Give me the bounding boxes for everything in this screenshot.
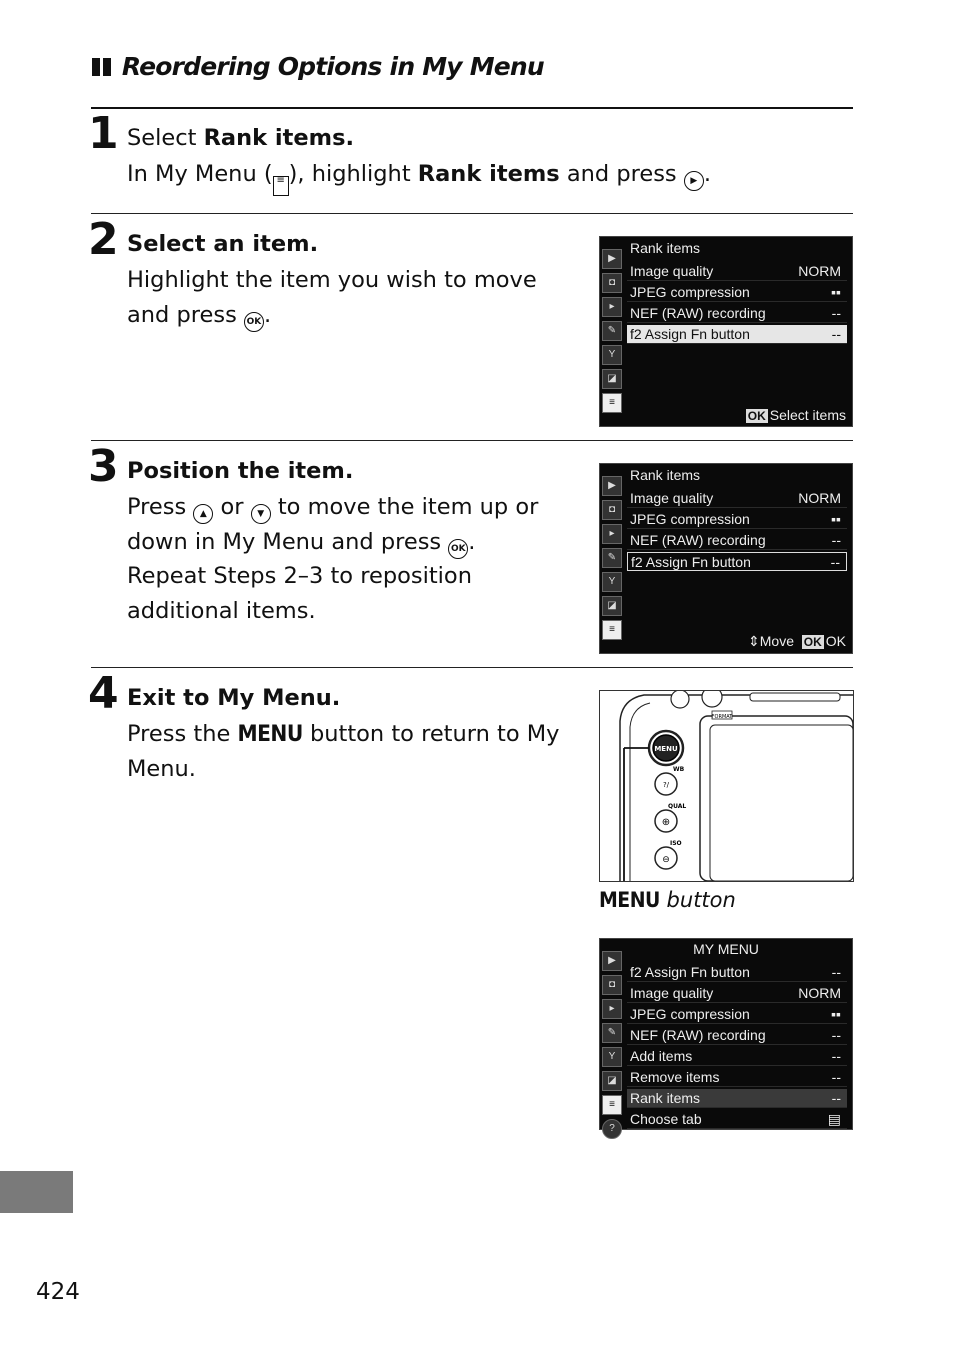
screen-footer: OK Select items: [747, 407, 846, 423]
updown-icon: ⇕: [748, 633, 760, 649]
list-item: NEF (RAW) recording --: [627, 531, 847, 550]
retouch-tab-icon: ◪: [602, 596, 622, 616]
custom-settings-tab-icon: ✎: [602, 321, 622, 341]
setup-tab-icon: Y: [602, 345, 622, 365]
ok-icon: OK: [747, 409, 766, 423]
my-menu-tab-icon: ≡: [602, 1095, 622, 1115]
rank-items-screen-move: [599, 463, 853, 654]
my-menu-screen: [599, 938, 853, 1134]
list-item: Image quality NORM: [627, 262, 847, 281]
multi-selector-down-icon: ▼: [251, 504, 271, 524]
list-item-highlighted: Rank items --: [627, 1089, 847, 1108]
menu-button-caption: MENU button: [599, 888, 736, 912]
svg-text:⊖: ⊖: [662, 855, 670, 865]
format-label: FORMAT: [711, 714, 733, 720]
list-item: JPEG compression ▪▪: [627, 283, 847, 302]
title-marker-icon: [92, 58, 100, 76]
step-3-body: Press ▲ or ▼ to move the item up or down in My Menu and press OK . Repeat Steps 2–3 to reposition additional items.: [127, 494, 539, 624]
multi-selector-up-icon: ▲: [193, 504, 213, 524]
my-menu-tab-icon: ≡: [602, 620, 622, 640]
step-4-body: Press the MENU button to return to My Menu.: [127, 721, 560, 782]
list-item: JPEG compression ▪▪: [627, 510, 847, 529]
svg-text:⊕: ⊕: [661, 817, 671, 828]
list-item: NEF (RAW) recording --: [627, 1026, 847, 1045]
chapter-edge-tab: [0, 1171, 73, 1213]
step-2-heading: Select an item.: [127, 231, 319, 257]
step-divider: [91, 440, 853, 441]
menu-tab-sidebar: [602, 951, 622, 1143]
step-divider: [91, 213, 853, 214]
list-item: NEF (RAW) recording --: [627, 304, 847, 323]
camera-tab-icon: ◘: [602, 975, 622, 995]
section-title-text: Reordering Options in My Menu: [121, 52, 544, 81]
ok-icon: OK: [803, 635, 822, 649]
screen-title: Rank items: [630, 240, 701, 256]
svg-text:?/: ?/: [662, 781, 670, 789]
menu-tab-sidebar: [602, 476, 622, 644]
screen-footer: ⇕Move OK OK: [748, 633, 846, 649]
multi-selector-right-icon: ▶: [684, 171, 704, 191]
list-item: JPEG compression ▪▪: [627, 1005, 847, 1024]
my-menu-icon: ≡: [273, 176, 289, 196]
wb-label: WB: [673, 766, 685, 773]
list-item-moving: f2 Assign Fn button --: [627, 552, 847, 571]
camera-tab-icon: ◘: [602, 273, 622, 293]
help-icon: ?: [602, 1119, 622, 1139]
camera-tab-icon: ◘: [602, 500, 622, 520]
list-item-highlighted: f2 Assign Fn button --: [627, 325, 847, 344]
iso-label: ISO: [670, 840, 682, 847]
list-item: Remove items --: [627, 1068, 847, 1087]
step-4-heading: Exit to My Menu.: [127, 685, 341, 711]
playback-tab-icon: ▶: [602, 476, 622, 496]
screen-title: MY MENU: [693, 941, 759, 957]
retouch-tab-icon: ◪: [602, 1071, 622, 1091]
step-1-number: 1: [88, 108, 118, 159]
step-3-heading: Position the item.: [127, 458, 354, 484]
custom-settings-tab-icon: ✎: [602, 548, 622, 568]
movie-tab-icon: ▸: [602, 524, 622, 544]
section-rule: [91, 107, 853, 109]
qual-label: QUAL: [668, 803, 687, 810]
page-number: 424: [36, 1279, 80, 1305]
title-marker-icon: [103, 58, 111, 76]
step-4-number: 4: [88, 668, 118, 719]
retouch-tab-icon: ◪: [602, 369, 622, 389]
step-3-number: 3: [88, 441, 118, 492]
screen-title: Rank items: [630, 467, 701, 483]
setup-tab-icon: Y: [602, 572, 622, 592]
camera-back-illustration: [599, 690, 854, 882]
my-menu-tab-icon: ≡: [602, 393, 622, 413]
menu-button-label: MENU: [654, 745, 678, 753]
ok-button-icon: OK: [448, 539, 468, 559]
ok-button-icon: OK: [244, 312, 264, 332]
list-item: Image quality NORM: [627, 984, 847, 1003]
menu-tab-sidebar: [602, 249, 622, 417]
list-item: f2 Assign Fn button --: [627, 963, 847, 982]
camera-drawing: [600, 691, 853, 881]
step-1-heading: Select Rank items.: [127, 125, 355, 151]
movie-tab-icon: ▸: [602, 999, 622, 1019]
setup-tab-icon: Y: [602, 1047, 622, 1067]
list-item: Image quality NORM: [627, 489, 847, 508]
rank-items-screen-select: [599, 236, 853, 427]
step-divider: [91, 667, 853, 668]
section-title: [92, 52, 544, 81]
playback-tab-icon: ▶: [602, 249, 622, 269]
custom-settings-tab-icon: ✎: [602, 1023, 622, 1043]
step-2-number: 2: [88, 214, 118, 265]
step-2-body: Highlight the item you wish to move and press OK .: [127, 263, 537, 332]
movie-tab-icon: ▸: [602, 297, 622, 317]
list-item: Choose tab ▤: [627, 1110, 847, 1129]
playback-tab-icon: ▶: [602, 951, 622, 971]
list-item: Add items --: [627, 1047, 847, 1066]
step-1-body: In My Menu ( ≡ ), highlight Rank items and press ▶ .: [127, 157, 711, 196]
